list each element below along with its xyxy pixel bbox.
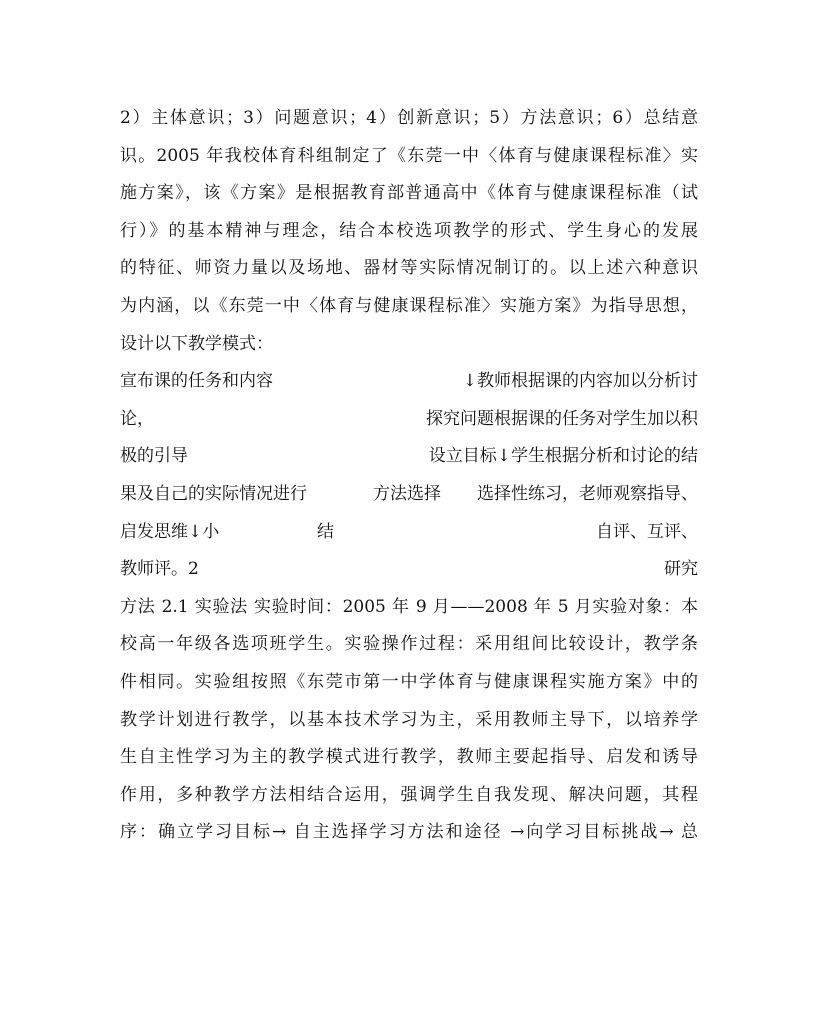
paragraph-line: 的特征、师资力量以及场地、器材等实际情况制订的。以上述六种意识 bbox=[120, 258, 698, 279]
diagram-text-right: 探究问题根据课的任务对学生加以积 bbox=[426, 408, 698, 429]
paragraph-line: 生自主性学习为主的教学模式进行教学，教师主要起指导、启发和诱导 bbox=[120, 747, 698, 768]
diagram-text-right: 研究 bbox=[664, 559, 698, 580]
diagram-line bbox=[120, 438, 698, 476]
paragraph-line: 教学计划进行教学，以基本技术学习为主，采用教师主导下，以培养学 bbox=[120, 709, 698, 730]
diagram-line bbox=[120, 363, 698, 401]
paragraph-line: 为内涵，以《东莞一中〈体育与健康课程标准〉实施方案》为指导思想， bbox=[120, 295, 698, 316]
paragraph-line: 2）主体意识；3）问题意识；4）创新意识；5）方法意识；6）总结意 bbox=[120, 108, 698, 128]
diagram-text-right: 选择性练习，老师观察指导、 bbox=[477, 483, 698, 504]
diagram-line bbox=[120, 551, 698, 589]
diagram-line bbox=[120, 476, 698, 514]
paragraph-line: 件相同。实验组按照《东莞市第一中学体育与健康课程实施方案》中的 bbox=[120, 671, 698, 692]
diagram-text-middle: 方法选择 bbox=[373, 483, 441, 504]
diagram-text-middle: 结 bbox=[317, 521, 334, 542]
diagram-line bbox=[120, 514, 698, 552]
document-body bbox=[120, 100, 698, 852]
diagram-text-left: 极的引导 bbox=[120, 446, 188, 467]
diagram-text-right: 设立目标↓学生根据分析和讨论的结 bbox=[428, 446, 698, 467]
diagram-text-left: 果及自己的实际情况进行 bbox=[120, 483, 307, 504]
diagram-text-right: ↓教师根据课的内容加以分析讨 bbox=[462, 371, 698, 392]
diagram-text-left: 宣布课的任务和内容 bbox=[120, 371, 273, 392]
paragraph-line: 施方案》，该《方案》是根据教育部普通高中《体育与健康课程标准（试 bbox=[120, 183, 698, 204]
paragraph-line: 识。2005 年我校体育科组制定了《东莞一中〈体育与健康课程标准〉实 bbox=[120, 145, 698, 166]
diagram-line bbox=[120, 401, 698, 439]
diagram-text-left: 教师评。2 bbox=[120, 559, 199, 580]
diagram-text-left: 论， bbox=[120, 408, 154, 429]
paragraph-line: 校高一年级各选项班学生。实验操作过程：采用组间比较设计，教学条 bbox=[120, 634, 698, 655]
paragraph-line: 方法 2.1 实验法 实验时间：2005 年 9 月——2008 年 5 月实验对象：本 bbox=[120, 596, 698, 617]
diagram-text-left: 启发思维↓小 bbox=[120, 521, 220, 542]
paragraph-line: 行）》的基本精神与理念，结合本校选项教学的形式、学生身心的发展 bbox=[120, 220, 698, 241]
paragraph-line: 作用，多种教学方法相结合运用，强调学生自我发现、解决问题，其程 bbox=[120, 784, 698, 805]
diagram-text-right: 自评、互评、 bbox=[596, 521, 698, 542]
paragraph-line: 设计以下教学模式： bbox=[120, 333, 273, 354]
paragraph-line: 序：确立学习目标→ 自主选择学习方法和途径 →向学习目标挑战→ 总 bbox=[120, 822, 698, 843]
